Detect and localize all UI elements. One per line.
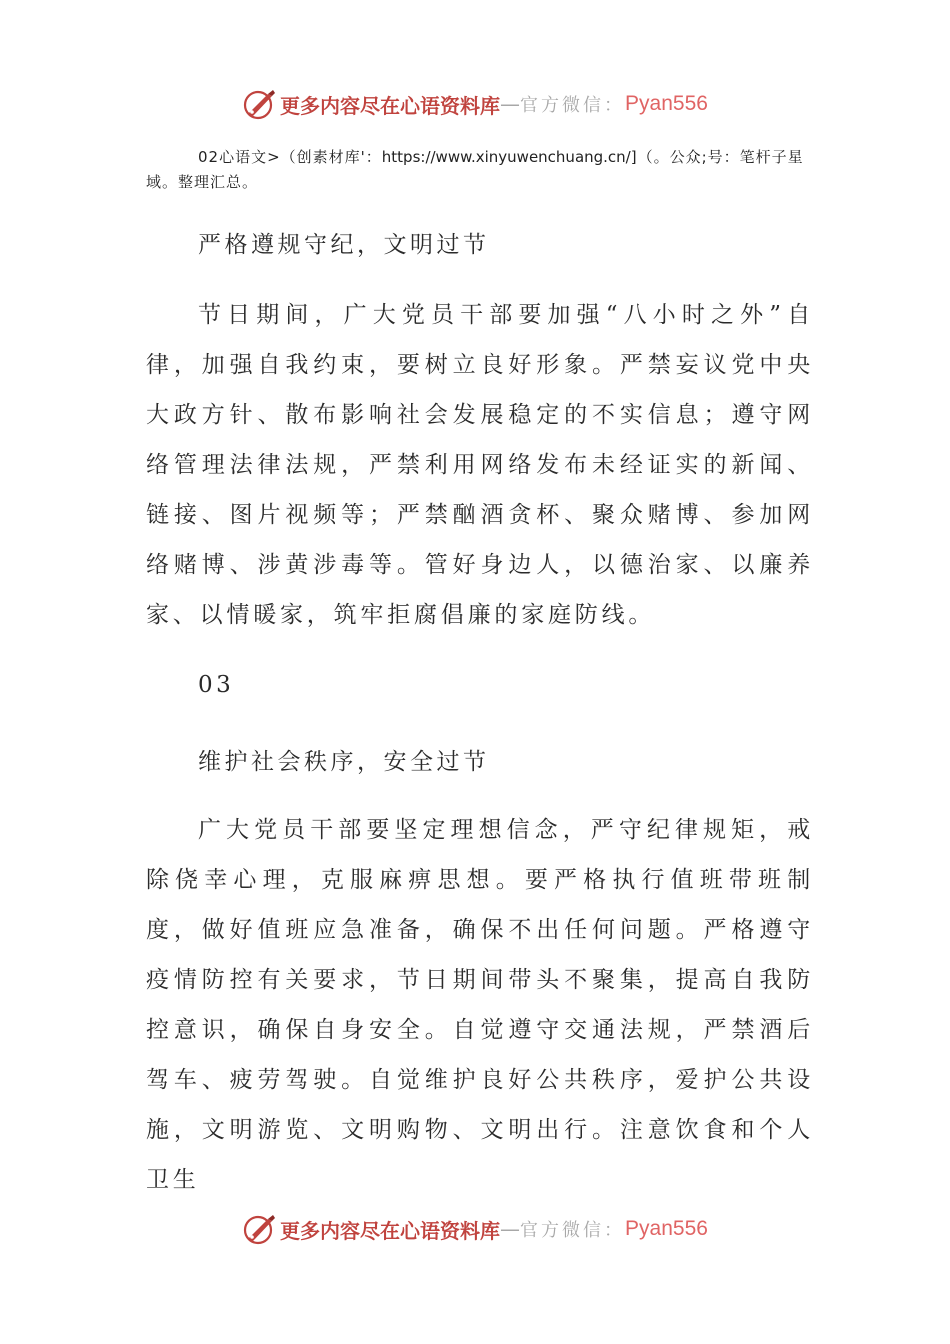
header-banner bbox=[0, 84, 950, 124]
banner-label: 官方微信： bbox=[520, 95, 626, 116]
banner-wechat-id: Pyan556 bbox=[625, 1217, 708, 1240]
banner-text: 更多内容尽在心语资料库 bbox=[280, 1218, 501, 1243]
source-note-suffix: ]（。公众;号：笔杆子星域。整理汇总。 bbox=[146, 148, 804, 191]
pen-logo-icon bbox=[242, 87, 276, 121]
section-02-paragraph: 节日期间，广大党员干部要加强“八小时之外”自律，加强自我约束，要树立良好形象。严禁妄议党中央大政方针、散布影响社会发展稳定的不实信息；遵守网络管理法律法规，严禁利用网络发布未经证实的新闻、链接、图片视频等；严禁酗酒贪杯、聚众赌博、参加网络赌博、涉黄涉毒等。管好身边人，以德治家、以廉养家、以情暖家，筑牢拒腐倡廉的家庭防线。 bbox=[146, 302, 814, 628]
banner-separator: — bbox=[500, 92, 521, 116]
source-note bbox=[146, 145, 816, 195]
section-03-paragraph: 广大党员干部要坚定理想信念，严守纪律规矩，戒除侥幸心理，克服麻痹思想。要严格执行值班带班制度，做好值班应急准备，确保不出任何问题。严格遵守疫情防控有关要求，节日期间带头不聚集，提高自我防控意识，确保自身安全。自觉遵守交通法规，严禁酒后驾车、疲劳驾驶。自觉维护良好公共秩序，爱护公共设施，文明游览、文明购物、文明出行。注意饮食和个人卫生 bbox=[146, 817, 814, 1193]
banner-wechat-id: Pyan556 bbox=[625, 92, 708, 115]
banner-separator: — bbox=[500, 1217, 521, 1241]
section-03-number: 03 bbox=[198, 672, 235, 698]
source-note-prefix: 02心语文>（创素材库'： bbox=[198, 148, 382, 166]
banner-label: 官方微信： bbox=[520, 1220, 626, 1241]
footer-banner bbox=[0, 1209, 950, 1249]
banner-text: 更多内容尽在心语资料库 bbox=[280, 93, 501, 118]
pen-logo-icon bbox=[242, 1212, 276, 1246]
section-02-heading: 严格遵规守纪，文明过节 bbox=[198, 232, 490, 258]
source-url: https://www.xinyuwenchuang.cn/ bbox=[381, 148, 631, 166]
section-03-heading: 维护社会秩序，安全过节 bbox=[198, 749, 490, 775]
